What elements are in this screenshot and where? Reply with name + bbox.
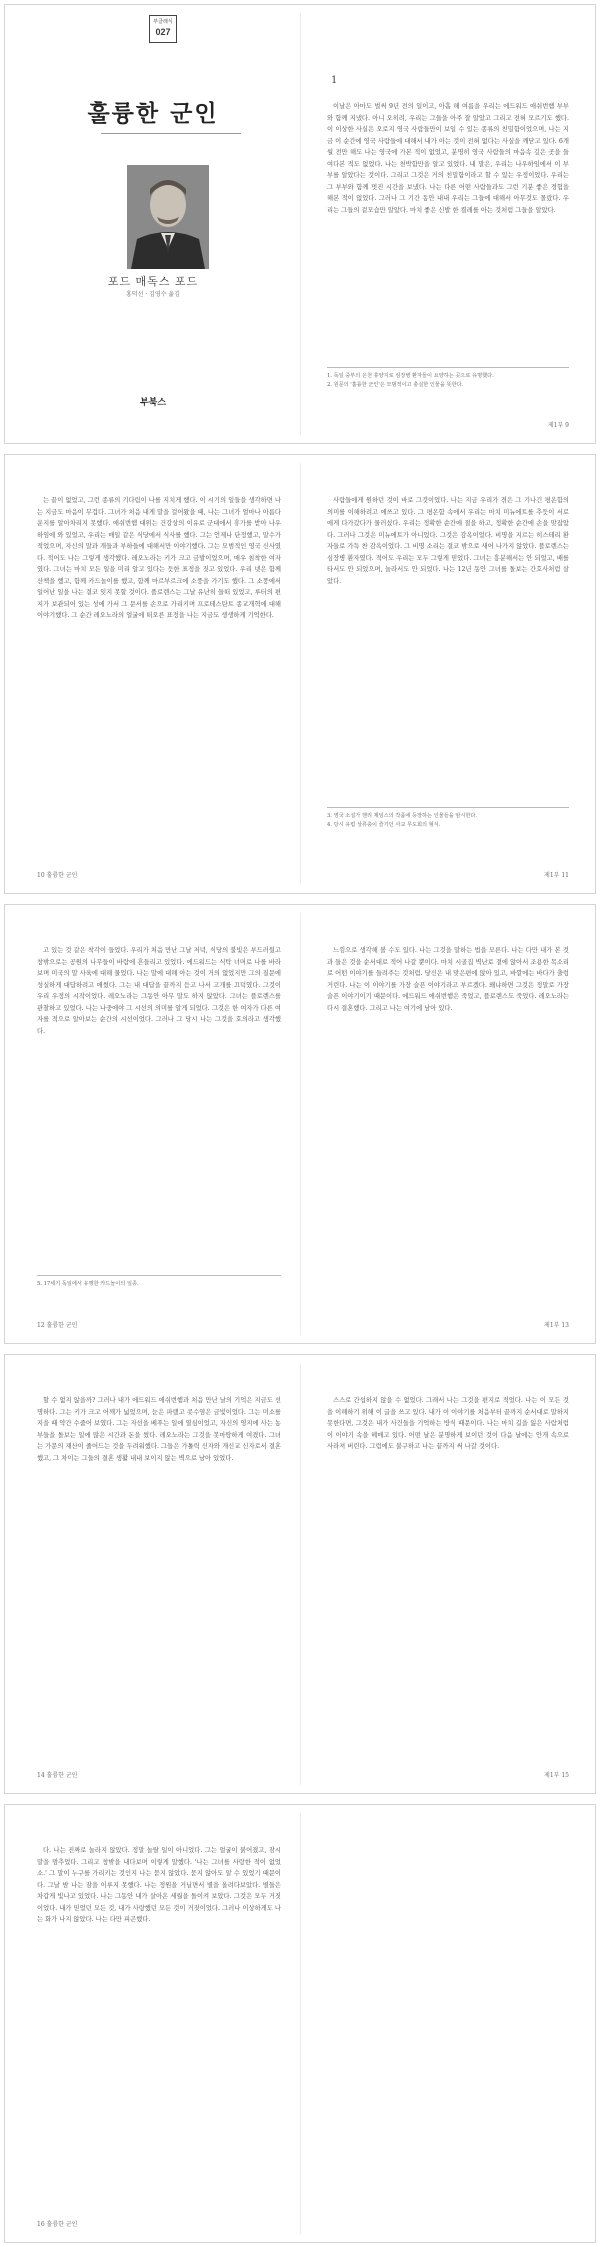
page-number: 12 훌륭한 군인 [37, 1322, 78, 1329]
author-name: 포드 매독스 포드 [107, 275, 199, 288]
body-text [37, 1395, 281, 1464]
paragraph: 사람들에게 원하던 것이 바로 그것이었다. 나는 지금 우리가 겪은 그 기나긴 평온함의 의미를 이해하려고 애쓰고 있다. 그 평온함 속에서 우리는 마치 미뉴에트를 추듯이 서로에게 다가갔다가 물러섰다. 우리는 정확한 순간에 절을 하고, 정확한 순간에 손을 맞잡았다. 그러나 그것은 미뉴에트가 아니었다. 그것은 감옥이었다. 비명을 지르는 히스테리 환자들로 가득 찬 감옥이었다. 그 비명 소리는 결코 밖으로 새어 나가지 않았다. 플로렌스는 심장병 환자였다. 적어도 우리는 모두 그렇게 믿었다. 그녀는 흥분해서는 안 되었고, 배를 타서도 안 되었으며, 놀라서도 안 되었다. 나는 12년 동안 그녀를 돌보는 간호사처럼 살았다. [327, 497, 569, 585]
paragraph: 느낌으로 생각해 볼 수도 있다. 나는 그것을 말하는 법을 모른다. 나는 다만 내가 본 것과 들은 것을 순서대로 적어 나갈 뿐이다. 마치 시골집 벽난로 곁에 앉아서 조용한 목소리로 어떤 이야기를 들려주는 것처럼. 당신은 내 맞은편에 앉아 있고, 바깥에는 바다가 출렁거린다. 나는 이 이야기를 가장 슬픈 이야기라고 부르겠다. 왜냐하면 그것은 정말로 가장 슬픈 이야기이기 때문이다. 에드워드 애쉬번햄은 죽었고, 플로렌스도 죽었다. 레오노라는 다시 결혼했다. 그리고 나는 여기에 남아 있다. [327, 947, 569, 1012]
portrait-image [127, 165, 209, 269]
body-text [327, 101, 569, 216]
left-page [5, 1805, 301, 2242]
series-badge [149, 15, 177, 43]
blank-page [301, 1805, 597, 2242]
author-portrait [127, 165, 209, 269]
footnotes [327, 367, 569, 389]
page-spread-4 [4, 1354, 596, 1794]
paragraph: 이날은 아마도 벌써 9년 전의 일이고, 아홉 해 여름을 우리는 에드워드 애쉬번햄 부부와 함께 지냈다. 아니 오히려, 우리는 그들을 아주 잘 알았고 그리고 전혀 모르기도 했다. 이 이상한 사실은 오로지 영국 사람들만이 보일 수 있는 종류의 친밀함이었으며, 나는 지금 이 순간에 영국 사람들에 대해서 내가 아는 것이 전혀 없다는 사실을 깨닫고 있다. 6개월 전만 해도 나는 영국에 가본 적이 없었고, 분명히 영국 사람들의 마음속 깊은 곳을 들여다본 적도 없었다. 나는 천박함만을 알고 있었다. 내 말은, 우리는 나우하임에서 이 부부를 알았다는 것이다. 그리고 그것은 거의 친밀함이라고 할 수 있는 우정이었다. 우리는 그 부부와 함께 멋진 시간을 보냈다. 나는 다른 어떤 사람들과도 그런 기분 좋은 경험을 해본 적이 없었다. 그러나 그 기간 동안 내내 우리는 그들에 대해서 아무것도 몰랐다. 우리는 그들의 겉모습만 알았다. 마치 좋은 신발 한 켤레를 아는 것처럼 그들을 알았다. [327, 103, 569, 214]
body-text [327, 495, 569, 587]
footnotes [37, 1275, 281, 1289]
body-text [37, 495, 281, 622]
footnote: 3. 영국 소설가 헨리 제임스의 작품에 등장하는 인물들을 암시한다. [327, 813, 478, 819]
series-label: 부클래식 [153, 19, 173, 25]
page-spread-5 [4, 1804, 596, 2243]
right-page [301, 455, 597, 893]
page-number: 제1부 13 [544, 1322, 569, 1329]
right-page [301, 905, 597, 1343]
left-page [5, 1355, 301, 1793]
left-page [5, 455, 301, 893]
footnote: 1. 독일 중부의 온천 휴양지로 심장병 환자들이 요양하는 곳으로 유명했다. [327, 373, 494, 379]
page-number: 제1부 9 [547, 422, 569, 429]
page-spread-2 [4, 454, 596, 894]
paragraph: 스스로 간섭하지 않을 수 없었다. 그래서 나는 그것을 편지로 적었다. 나는 이 모든 것을 이해하기 위해 이 글을 쓰고 있다. 내가 이 이야기를 처음부터 끝까지 순서대로 말하지 못한다면, 그것은 내가 사건들을 기억하는 방식 때문이다. 나는 마치 길을 잃은 사람처럼 이 이야기 속을 헤매고 있다. 어떤 날은 분명하게 보이던 것이 다음 날에는 안개 속으로 사라져 버린다. 그럼에도 불구하고 나는 끝까지 써 나갈 것이다. [327, 1397, 569, 1450]
right-page [301, 1355, 597, 1793]
page-number: 제1부 15 [544, 1772, 569, 1779]
page-number: 10 훌륭한 군인 [37, 872, 78, 879]
footnote: 4. 당시 유럽 상류층이 즐기던 사교 무도회의 형식. [327, 821, 441, 828]
title-page [5, 5, 301, 443]
title-divider [101, 133, 241, 134]
body-text [37, 945, 281, 1037]
publisher-logo: 부북스 [139, 397, 167, 407]
paragraph: 다. 나는 진짜로 놀라지 않았다. 정말 놀랄 일이 아니었다. 그는 얼굴이 붉어졌고, 잠시 말을 멈추었다. 그리고 창밖을 내다보며 이렇게 말했다. '나는 그녀를 사랑한 적이 없었소.' 그 말이 누구를 가리키는 것인지 나는 묻지 않았다. 묻지 않아도 알 수 있었기 때문이다. 그날 밤 나는 잠을 이루지 못했다. 나는 정원을 거닐면서 별을 올려다보았다. 별들은 차갑게 빛나고 있었다. 나는 그동안 내가 살아온 세월을 돌이켜 보았다. 그것은 모두 거짓이었다. 내가 믿었던 모든 것, 내가 사랑했던 모든 것이 거짓이었다. 그러나 이상하게도 나는 화가 나지 않았다. 나는 다만 피곤했다. [37, 1847, 281, 1923]
page-number: 제1부 11 [544, 872, 569, 879]
paragraph: 는 끝이 없었고, 그런 종류의 기다림이 나를 지치게 했다. 이 시기의 일들을 생각하면 나는 지금도 마음이 무겁다. 그녀가 처음 내게 말을 걸어왔을 때, 나는 그녀가 얼마나 아름다운지를 알아차리지 못했다. 애쉬번햄 대위는 건강상의 이유로 군대에서 휴가를 받아 나우하임에 와 있었고, 우리는 매일 같은 식당에서 식사를 했다. 그는 언제나 단정했고, 말수가 적었으며, 자신의 말과 개들과 부하들에 대해서만 이야기했다. 그는 모범적인 영국 신사였다. 적어도 나는 그렇게 생각했다. 레오노라는 키가 크고 금발이었으며, 매우 침착한 여자였다. 그녀는 마치 모든 일을 미리 알고 있다는 듯한 표정을 짓고 있었다. 우리 넷은 함께 산책을 했고, 함께 카드놀이를 했고, 함께 마르부르크에 소풍을 가기도 했다. 그 소풍에서 일어난 일을 나는 결코 잊지 못할 것이다. 플로렌스는 그날 유난히 들떠 있었고, 루터의 편지가 보관되어 있는 성에 가서 그 문서를 손으로 가리키며 프로테스탄트 종교개혁에 대해 이야기했다. 그 순간 레오노라의 얼굴에 떠오른 표정을 나는 지금도 생생하게 기억한다. [37, 497, 281, 619]
left-page [5, 905, 301, 1343]
body-text [327, 1395, 569, 1453]
chapter-number: 1 [331, 75, 338, 86]
body-text [37, 1845, 281, 1926]
paragraph: 고 있는 것 같은 착각이 들었다. 우리가 처음 만난 그날 저녁, 식당의 불빛은 부드러웠고 창밖으로는 공원의 나무들이 바람에 흔들리고 있었다. 에드워드는 식탁 너머로 나를 바라보며 미국의 말 사육에 대해 물었다. 나는 말에 대해 아는 것이 거의 없었지만 그의 질문에 성실하게 대답하려고 애썼다. 그는 내 대답을 끝까지 듣고 나서 고개를 끄덕였다. 그것이 우리 우정의 시작이었다. 레오노라는 그동안 아무 말도 하지 않았다. 그녀는 플로렌스를 관찰하고 있었다. 나는 나중에야 그 시선의 의미를 알게 되었다. 그것은 한 여자가 다른 여자를 적으로 알아보는 순간의 시선이었다. 그러나 그 당시 나는 그것을 호의라고 생각했다. [37, 947, 281, 1035]
series-number: 027 [155, 27, 171, 37]
chapter-opening-page [301, 5, 597, 443]
body-text [327, 945, 569, 1014]
page-spread-1 [4, 4, 596, 444]
paragraph: 할 수 없지 않을까? 그러나 내가 에드워드 애쉬번햄과 처음 만난 날의 기억은 지금도 선명하다. 그는 키가 크고 어깨가 넓었으며, 눈은 파랬고 콧수염은 금빛이었다. 그는 미소를 지을 때 약간 수줍어 보였다. 그는 자선을 베푸는 일에 열심이었고, 자신의 영지에 사는 농부들을 돌보는 일에 많은 시간과 돈을 썼다. 레오노라는 그것을 못마땅하게 여겼다. 그녀는 가문의 재산이 줄어드는 것을 두려워했다. 그들은 가톨릭 신자와 개신교 신자로서 결혼했고, 그 차이는 그들의 결혼 생활 내내 보이지 않는 벽으로 남아 있었다. [37, 1397, 281, 1462]
book-title: 훌륭한 군인 [87, 100, 219, 127]
footnote: 2. 원문의 '훌륭한 군인'은 모범적이고 충실한 인물을 뜻한다. [327, 381, 464, 388]
page-spread-3 [4, 904, 596, 1344]
footnotes [327, 807, 569, 829]
page-number: 16 훌륭한 군인 [37, 2221, 78, 2228]
translator-credit: 홍덕선 · 김영수 옮김 [126, 291, 180, 298]
page-number: 14 훌륭한 군인 [37, 1772, 78, 1779]
footnote: 5. 17세기 독일에서 유행한 카드놀이의 일종. [37, 1281, 139, 1287]
